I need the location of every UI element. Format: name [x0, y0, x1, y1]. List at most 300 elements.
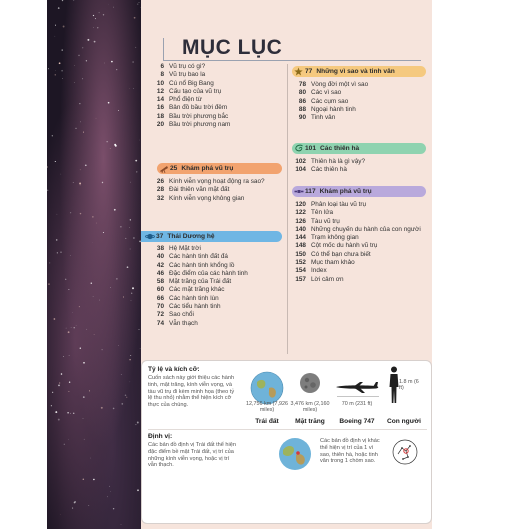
toc-entry[interactable] [292, 89, 422, 97]
section-number: 37 [156, 233, 164, 240]
toc-entry-title: Tàu vũ trụ [311, 217, 340, 225]
toc-entry[interactable] [150, 286, 280, 294]
toc-entry-title: Kính viễn vọng không gian [169, 194, 245, 202]
star-dot [135, 160, 137, 162]
boeing-scale-rule [337, 396, 379, 397]
section-title: Khám phá vũ trụ [319, 188, 372, 195]
star-dot [113, 508, 114, 509]
toc-entry-title: Những chuyến du hành của con người [311, 225, 421, 233]
star-dot [55, 161, 56, 162]
star-dot [86, 329, 87, 330]
star-dot [65, 279, 66, 280]
section-title: Thái Dương hệ [167, 233, 215, 240]
star-dot [139, 140, 140, 141]
toc-entry[interactable] [150, 63, 280, 71]
toc-page-number: 10 [156, 79, 164, 87]
star-dot [99, 12, 100, 13]
star-dot [118, 345, 119, 346]
star-dot [80, 169, 81, 170]
toc-page-number: 120 [295, 201, 306, 208]
star-dot [90, 458, 91, 459]
legend-separator [148, 429, 427, 430]
toc-entry[interactable] [150, 121, 280, 129]
star-dot [84, 439, 85, 440]
star-dot [103, 232, 104, 233]
locator-description: Các bản đồ định vị Trái đất thể hiện đặc điểm bề mặt Trái đất, vị trí của những kính viễn vọng, hoặc vị trí vẫn thạch. [148, 442, 237, 469]
star-dot [76, 325, 77, 326]
toc-entry[interactable] [150, 320, 280, 328]
star-dot [93, 27, 94, 28]
star-dot [79, 306, 80, 307]
section-number: 101 [305, 145, 317, 152]
star-dot [58, 419, 60, 421]
toc-page-number: 46 [156, 269, 164, 277]
toc-explore-list [150, 178, 280, 203]
section-number: 25 [170, 165, 178, 172]
star-dot [83, 396, 85, 398]
section-space-bar[interactable] [292, 186, 426, 197]
star-dot [93, 296, 94, 297]
star-dot [55, 74, 56, 75]
star-dot [92, 216, 93, 217]
star-dot [89, 390, 90, 391]
toc-page-number: 126 [295, 217, 306, 225]
toc-entry-title: Các cụm sao [311, 97, 349, 105]
human-label: Con người [387, 418, 421, 425]
star-dot [57, 214, 58, 215]
toc-page-number: 102 [295, 158, 306, 165]
star-dot [66, 328, 67, 329]
star-dot [68, 289, 69, 290]
toc-entry[interactable] [150, 253, 280, 261]
scale-heading: Tỷ lệ và kích cỡ: [148, 366, 200, 373]
star-dot [113, 7, 114, 8]
toc-page-number: 28 [156, 186, 164, 194]
toc-page-number: 16 [156, 104, 164, 112]
toc-page-number: 140 [295, 225, 306, 233]
toc-page-number: 14 [156, 96, 164, 104]
star-dot [136, 171, 137, 172]
toc-page-number: 157 [295, 275, 306, 283]
star-dot [71, 327, 72, 328]
star-dot [61, 373, 63, 375]
toc-entry-title: Các hành tinh đất đá [169, 253, 228, 261]
star-dot [102, 349, 103, 350]
star-dot [101, 407, 103, 409]
star-dot [72, 508, 73, 509]
star-dot [75, 128, 76, 129]
star-dot [62, 0, 63, 1]
star-dot [74, 502, 76, 504]
toc-solar-list [150, 245, 280, 328]
star-dot [133, 237, 135, 239]
toc-stars-list [292, 81, 422, 122]
toc-entry[interactable] [150, 80, 280, 88]
star-dot [51, 405, 52, 406]
toc-entry[interactable] [292, 251, 422, 259]
star-dot [123, 297, 124, 298]
section-galaxies-bar[interactable] [292, 143, 426, 154]
star-dot [60, 514, 61, 515]
toc-page-number: 32 [156, 194, 164, 202]
toc-page-number: 8 [160, 71, 164, 79]
toc-page-number: 78 [298, 81, 306, 88]
toc-entry[interactable] [292, 259, 422, 267]
star-dot [73, 413, 74, 414]
toc-page-number: 12 [156, 87, 164, 95]
toc-entry[interactable] [150, 186, 280, 194]
toc-page-number: 80 [298, 89, 306, 97]
star-dot [108, 102, 110, 104]
star-dot [64, 444, 65, 445]
star-dot [56, 239, 58, 241]
star-dot [130, 249, 131, 250]
toc-entry[interactable] [292, 276, 422, 284]
toc-entry[interactable] [292, 114, 422, 122]
toc-entry-title: Bầu trời phương nam [169, 121, 231, 129]
locator-globe-icon [277, 436, 313, 472]
toc-entry-title: Các mặt trăng khác [169, 286, 225, 294]
star-dot [111, 61, 113, 63]
star-dot [131, 300, 132, 301]
star-dot [137, 489, 139, 491]
scale-description: Cuốn sách này giới thiệu các hành tinh, mặt trăng, kính viễn vọng, và tàu vũ trụ đi kèm minh họa (theo tỷ lệ thu nhỏ) nhằm thể hiện kích cỡ thực của chúng. [148, 375, 235, 409]
star-dot [130, 182, 131, 183]
toc-entry-title: Đặc điểm của các hành tinh [169, 269, 248, 277]
star-dot [83, 362, 85, 364]
galaxy-icon [292, 143, 305, 154]
section-solar-bar[interactable] [141, 231, 282, 242]
star-dot [55, 25, 56, 26]
star-dot [58, 7, 60, 9]
star-dot [70, 212, 71, 213]
star-dot [91, 283, 92, 284]
toc-entry-title: Các tiểu hành tinh [169, 303, 221, 311]
star-dot [110, 287, 111, 288]
star-dot [139, 2, 140, 3]
star-dot [85, 164, 87, 166]
toc-page-number: 42 [156, 261, 164, 269]
star-dot [132, 61, 134, 63]
toc-page-number: 88 [298, 105, 306, 113]
moon-size-caption: 3,476 km (2,160 miles) [290, 401, 330, 414]
star-dot [96, 118, 97, 119]
star-dot [133, 88, 134, 89]
column-divider [287, 64, 288, 354]
toc-entry[interactable] [292, 158, 422, 166]
toc-page-number: 150 [295, 250, 306, 258]
star-dot [130, 219, 131, 220]
toc-entry-title: Tên lửa [311, 209, 334, 217]
star-dot [109, 486, 110, 487]
star-dot [114, 209, 116, 211]
toc-page-number: 60 [156, 286, 164, 294]
title-bracket-horizontal [163, 60, 421, 61]
toc-entry-title: Bản đồ bầu trời đêm [169, 104, 228, 112]
star-dot [54, 318, 56, 320]
earth-size-caption: 12,756 km (7,926 miles) [246, 401, 288, 414]
star-dot [95, 18, 96, 19]
toc-entry[interactable] [150, 311, 280, 319]
toc-entry-title: Cấu tạo của vũ trụ [169, 87, 222, 95]
star-dot [74, 65, 75, 66]
moon-label: Mặt trăng [295, 418, 325, 425]
star-dot [88, 505, 89, 506]
toc-page-number: 148 [295, 242, 306, 250]
star-dot [78, 55, 80, 57]
star-dot [135, 424, 136, 425]
toc-page-number: 40 [156, 253, 164, 261]
toc-entry[interactable] [150, 278, 280, 286]
star-dot [118, 110, 119, 111]
toc-entry-title: Cú nổ Big Bang [169, 79, 214, 87]
star-dot [59, 382, 60, 383]
toc-entry-title: Index [311, 267, 327, 275]
starfield-image [47, 0, 141, 529]
star-dot [93, 15, 94, 16]
star-dot [94, 334, 95, 335]
sky-locator-description: Các bản đồ định vị khác thể hiện vị trí của 1 vì sao, thiên hà, hoặc tinh vân trong 1 chòm sao. [320, 438, 380, 465]
toc-entry[interactable] [150, 295, 280, 303]
star-dot [69, 381, 70, 382]
star-dot [62, 49, 63, 50]
star-dot [93, 479, 94, 480]
star-dot [116, 69, 117, 70]
star-dot [127, 266, 129, 268]
star-dot [73, 182, 74, 183]
star-dot [94, 41, 96, 43]
toc-page-number: 58 [156, 278, 164, 286]
toc-entry[interactable] [292, 218, 422, 226]
toc-page-number: 66 [156, 294, 164, 302]
star-dot [139, 329, 140, 330]
toc-page-number: 70 [156, 303, 164, 311]
star-dot [74, 82, 75, 83]
star-dot [80, 121, 81, 122]
star-dot [68, 439, 69, 440]
star-dot [47, 167, 48, 168]
toc-page-number: 74 [156, 319, 164, 327]
star-dot [70, 255, 71, 256]
toc-entry-title: Bầu trời phương bắc [169, 112, 229, 120]
star-dot [60, 251, 61, 252]
star-dot [54, 36, 55, 37]
toc-entry[interactable] [292, 81, 422, 89]
toc-entry-title: Mục tham khảo [311, 259, 355, 267]
star-dot [74, 327, 75, 328]
toc-entry-title: Các thiên hà [311, 166, 347, 174]
star-dot [79, 183, 81, 185]
section-number: 77 [305, 68, 313, 75]
star-dot [52, 135, 53, 136]
star-dot [137, 4, 138, 5]
star-dot [62, 78, 63, 79]
toc-page-number: 86 [298, 97, 306, 105]
star-dot [61, 174, 62, 175]
toc-entry-title: Đài thiên văn mặt đất [169, 186, 230, 194]
section-title: Các thiên hà [320, 145, 360, 152]
toc-entry-title: Thiên hà là gì vậy? [311, 158, 365, 165]
toc-page-number: 104 [295, 166, 306, 174]
star-dot [102, 182, 103, 183]
locator-heading: Định vị: [148, 433, 173, 440]
toc-entry-title: Có thể bạn chưa biết [311, 250, 371, 258]
right-margin [432, 0, 529, 529]
toc-entry-title: Lời cảm ơn [311, 275, 344, 283]
star-dot [135, 47, 136, 48]
earth-label: Trái đất [255, 418, 279, 425]
star-dot [83, 479, 85, 481]
star-dot [132, 287, 134, 289]
toc-entry-title: Phổ điện từ [169, 96, 203, 104]
toc-space-list [292, 201, 422, 284]
legend-box [141, 360, 432, 524]
toc-entry-title: Vòng đời một vì sao [311, 81, 369, 88]
star-dot [103, 14, 104, 15]
toc-page-number: 144 [295, 234, 306, 242]
toc-entry-title: Kính viễn vọng hoạt động ra sao? [169, 178, 265, 185]
star-dot [80, 348, 81, 349]
star-dot [48, 68, 49, 69]
title-bracket-vertical [163, 38, 164, 60]
toc-entry[interactable] [292, 106, 422, 114]
toc-entry[interactable] [292, 267, 422, 275]
toc-entry-title: Ngoại hành tinh [311, 105, 356, 113]
star-dot [116, 278, 117, 279]
toc-page-number: 6 [160, 63, 164, 70]
star-dot [110, 148, 111, 149]
toc-entry[interactable] [292, 242, 422, 250]
star-dot [107, 141, 108, 142]
toc-page-number: 72 [156, 311, 164, 319]
star-dot [63, 26, 65, 28]
section-explore-bar[interactable] [157, 163, 282, 174]
toc-entry-title: Các vì sao [311, 89, 342, 97]
star-dot [120, 226, 122, 228]
star-dot [131, 293, 132, 294]
toc-entry-title: Trạm không gian [311, 234, 359, 242]
star-dot [63, 356, 64, 357]
star-icon [292, 66, 305, 77]
toc-entry[interactable] [150, 113, 280, 121]
star-dot [129, 227, 130, 228]
star-dot [52, 392, 53, 393]
star-dot [87, 39, 89, 41]
page-title: MỤC LỤC [182, 36, 283, 59]
star-dot [113, 408, 115, 410]
star-dot [99, 300, 100, 301]
space-photo-strip [47, 0, 141, 529]
toc-entry[interactable] [150, 262, 280, 270]
star-dot [80, 185, 81, 186]
star-dot [73, 0, 74, 1]
star-dot [97, 27, 98, 28]
toc-entry[interactable] [292, 226, 422, 234]
boeing-size-caption: 70 m (231 ft) [341, 401, 373, 407]
section-stars-bar[interactable] [292, 66, 426, 77]
star-dot [49, 262, 50, 263]
spacecraft-icon [292, 186, 305, 197]
section-number: 117 [305, 188, 316, 195]
toc-intro-list [150, 63, 280, 129]
toc-entry[interactable] [150, 270, 280, 278]
toc-entry-title: Các hành tinh lùn [169, 294, 219, 302]
star-dot [86, 60, 87, 61]
star-dot [69, 355, 70, 356]
star-dot [48, 283, 50, 285]
section-title: Những vì sao và tinh vân [316, 68, 395, 75]
star-dot [82, 47, 83, 48]
toc-page-number: 26 [156, 178, 164, 185]
star-dot [57, 252, 58, 253]
star-dot [129, 359, 131, 361]
star-dot [58, 385, 60, 387]
star-dot [79, 103, 80, 104]
star-dot [130, 355, 131, 356]
star-dot [104, 63, 105, 64]
star-dot [114, 144, 116, 146]
toc-entry[interactable] [150, 71, 280, 79]
constellation-icon [392, 439, 418, 465]
toc-entry-title: Tinh vân [311, 114, 336, 122]
star-dot [121, 403, 123, 405]
star-dot [125, 395, 127, 397]
toc-entry[interactable] [150, 88, 280, 96]
star-dot [110, 491, 111, 492]
star-dot [121, 374, 122, 375]
toc-page-number: 122 [295, 209, 306, 217]
star-dot [137, 422, 139, 424]
toc-entry-title: Sao chổi [169, 311, 194, 319]
star-dot [68, 331, 70, 333]
star-dot [80, 213, 81, 214]
toc-entry[interactable] [292, 166, 422, 174]
toc-entry-title: Vẫn thạch [169, 319, 198, 327]
star-dot [68, 391, 69, 392]
toc-entry[interactable] [292, 98, 422, 106]
toc-galaxies-list [292, 158, 422, 175]
moon-icon [299, 372, 321, 394]
star-dot [134, 17, 136, 19]
star-dot [121, 524, 122, 525]
star-dot [61, 70, 63, 72]
star-dot [67, 412, 69, 414]
star-dot [47, 190, 48, 191]
toc-page-number: 20 [156, 121, 164, 129]
telescope-icon [157, 163, 170, 174]
star-dot [59, 62, 61, 64]
toc-entry-title: Các hành tinh khổng lồ [169, 261, 235, 269]
toc-page-number: 18 [156, 112, 164, 120]
star-dot [83, 132, 84, 133]
toc-entry-title: Vũ trụ có gì? [169, 63, 206, 70]
star-dot [70, 413, 71, 414]
toc-entry-title: Vũ trụ bao la [169, 71, 206, 79]
star-dot [83, 418, 84, 419]
star-dot [82, 78, 83, 79]
toc-entry-title: Hệ Mặt trời [169, 245, 201, 252]
star-dot [55, 411, 57, 413]
toc-page-number: 38 [156, 245, 164, 252]
toc-entry[interactable] [150, 104, 280, 112]
toc-entry-title: Phân loại tàu vũ trụ [311, 201, 367, 208]
toc-entry[interactable] [292, 209, 422, 217]
toc-page-number: 90 [298, 114, 306, 122]
section-title: Khám phá vũ trụ [181, 165, 234, 172]
toc-entry-title: Mặt trăng của Trái đất [169, 278, 232, 286]
toc-page-number: 152 [295, 259, 306, 267]
toc-entry[interactable] [150, 195, 280, 203]
